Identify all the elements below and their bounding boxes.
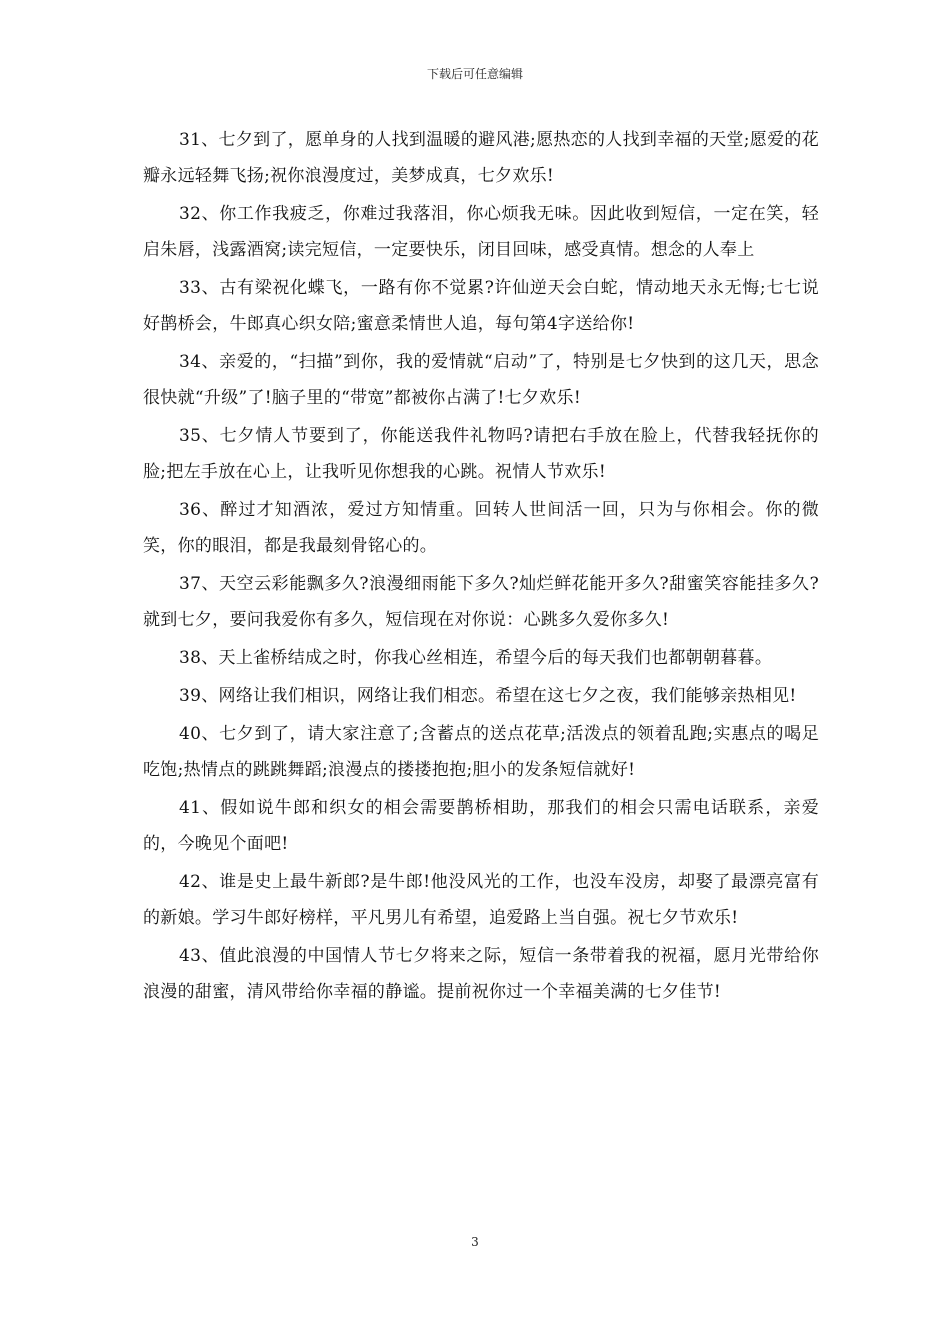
- paragraph-42: 42、谁是史上最牛新郎?是牛郎!他没风光的工作，也没车没房，却娶了最漂亮富有的新娘。学习牛郎好榜样，平凡男儿有希望，追爱路上当自强。祝七夕节欢乐!: [143, 872, 819, 928]
- page-number: 3: [471, 1235, 479, 1249]
- paragraph-32: 32、你工作我疲乏，你难过我落泪，你心烦我无味。因此收到短信，一定在笑，轻启朱唇，浅露酒窝;读完短信，一定要快乐，闭目回味，感受真情。想念的人奉上: [143, 204, 819, 260]
- paragraph-41: 41、假如说牛郎和织女的相会需要鹊桥相助，那我们的相会只需电话联系，亲爱的，今晚见个面吧!: [143, 798, 819, 854]
- paragraph-33: 33、古有梁祝化蝶飞，一路有你不觉累?许仙逆天会白蛇，情动地天永无悔;七七说好鹊桥会，牛郎真心织女陪;蜜意柔情世人追，每句第4字送给你!: [143, 278, 819, 334]
- page-header: 下载后可任意编辑: [426, 67, 523, 81]
- paragraph-34: 34、亲爱的，“扫描”到你，我的爱情就“启动”了，特别是七夕快到的这几天，思念很快就“升级”了!脑子里的“带宽”都被你占满了!七夕欢乐!: [143, 352, 819, 408]
- paragraph-40: 40、七夕到了，请大家注意了;含蓄点的送点花草;活泼点的领着乱跑;实惠点的喝足吃饱;热情点的跳跳舞蹈;浪漫点的搂搂抱抱;胆小的发条短信就好!: [143, 724, 819, 780]
- paragraph-43: 43、值此浪漫的中国情人节七夕将来之际，短信一条带着我的祝福，愿月光带给你浪漫的甜蜜，清风带给你幸福的静谧。提前祝你过一个幸福美满的七夕佳节!: [143, 946, 819, 1002]
- paragraph-31: 31、七夕到了，愿单身的人找到温暖的避风港;愿热恋的人找到幸福的天堂;愿爱的花瓣永远轻舞飞扬;祝你浪漫度过，美梦成真，七夕欢乐!: [143, 130, 819, 186]
- paragraph-38: 38、天上雀桥结成之时，你我心丝相连，希望今后的每天我们也都朝朝暮暮。: [179, 648, 773, 668]
- paragraph-39: 39、网络让我们相识，网络让我们相恋。希望在这七夕之夜，我们能够亲热相见!: [179, 686, 797, 706]
- paragraph-35: 35、七夕情人节要到了，你能送我件礼物吗?请把右手放在脸上，代替我轻抚你的脸;把左手放在心上，让我听见你想我的心跳。祝情人节欢乐!: [143, 426, 819, 482]
- document-body: [143, 122, 819, 1012]
- paragraph-37: 37、天空云彩能飘多久?浪漫细雨能下多久?灿烂鲜花能开多久?甜蜜笑容能挂多久?就到七夕，要问我爱你有多久，短信现在对你说：心跳多久爱你多久!: [143, 574, 819, 630]
- paragraph-36: 36、醉过才知酒浓，爱过方知情重。回转人世间活一回，只为与你相会。你的微笑，你的眼泪，都是我最刻骨铭心的。: [143, 500, 819, 556]
